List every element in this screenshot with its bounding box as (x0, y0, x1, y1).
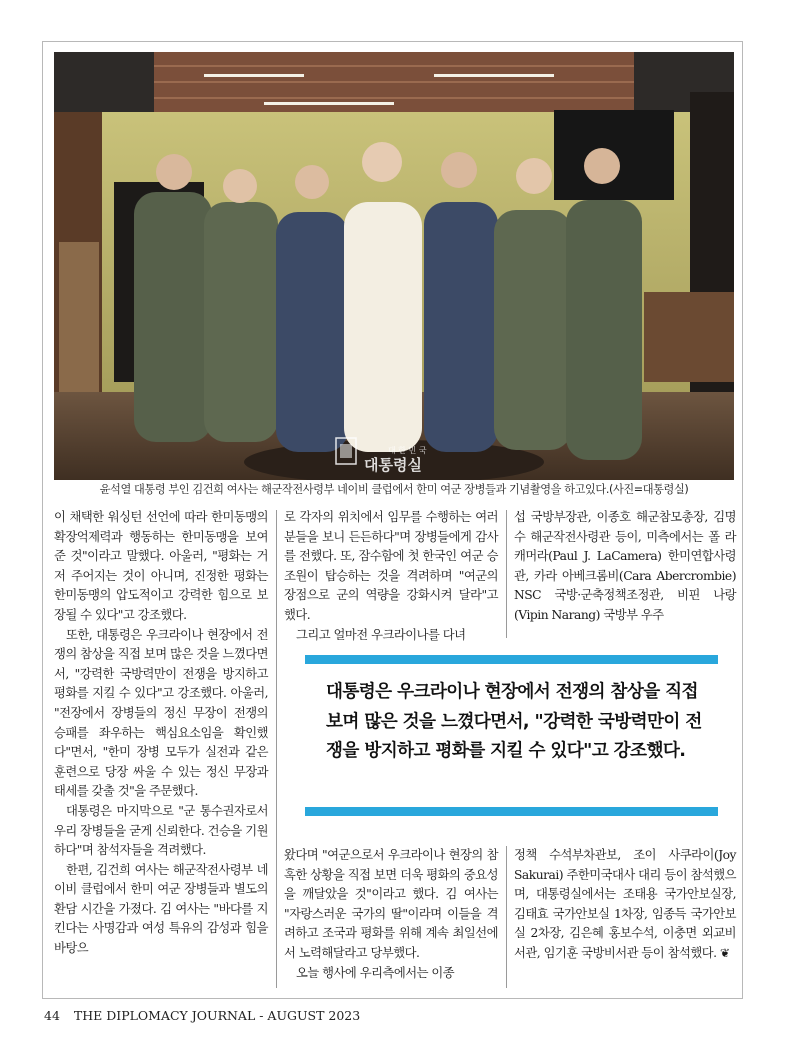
watermark-main-text: 대통령실 (364, 456, 422, 474)
article-column-3-bottom (514, 846, 736, 964)
paragraph: 이 채택한 워싱턴 선언에 따라 한미동맹의 확장억제력과 행동하는 한미동맹을 보여준 것"이라고 말했다. 아울러, "평화는 거저 주어지는 것이 아니며, 진정한 평화는 한미동맹의 압도적이고 강력한 힘으로 보장될 수 있다"고 강조했다. (54, 510, 268, 622)
paragraph: 또한, 대통령은 우크라이나 현장에서 전쟁의 참상을 직접 보며 많은 것을 느꼈다면서, "강력한 국방력만이 전쟁을 방지하고 평화를 지킬 수 있다"고 강조했다. 아울러, "전장에서 장병들의 정신 무장이 전쟁의 승패를 좌우하는 핵심요소임을 확인했다"면서, "한미 장병 모두가 실전과 같은 훈련으로 당장 싸울 수 있는 정신 무장과 태세를 갖출 것"을 주문했다. (54, 627, 268, 799)
column-divider (506, 846, 507, 988)
paragraph: 왔다며 "여군으로서 우크라이나 현장의 참혹한 상황을 직접 보면 더욱 평화의 중요성을 깨달았을 것"이라고 했다. 김 여사는 "자랑스러운 국가의 딸"이라며 이들을 격려하고 조국과 평화를 위해 계속 최일선에서 노력해달라고 당부했다. (284, 848, 498, 960)
paragraph: 오늘 행사에 우리측에서는 이종 (296, 965, 455, 980)
paragraph: 대통령은 마지막으로 "군 통수권자로서 우리 장병들을 굳게 신뢰한다. 건승을 기원하다"며 참석자들을 격려했다. (54, 803, 268, 858)
paragraph-text: 정책 수석부차관보, 조이 사쿠라이(Joy Sakurai) 주한미국대사 대리 등이 참석했으며, 대통령실에서는 조태용 국가안보실장, 김태효 국가안보실 1차장, 임종득 국가안보실 2차장, 김은혜 홍보수석, 이충면 외교비서관, 임기훈 국방비서관 등이 참석했다. (514, 848, 737, 960)
paragraph: 그리고 얼마전 우크라이나를 다녀 (296, 627, 466, 642)
article-column-2-bottom (284, 846, 498, 983)
paragraph: 한편, 김건희 여사는 해군작전사령부 네이비 클럽에서 한미 여군 장병들과 별도의 환담 시간을 가졌다. 김 여사는 "바다를 지킨다는 사명감과 여성 특유의 감성과 힘을 바탕으 (54, 862, 268, 956)
watermark-top-text: 대 한 민 국 (388, 446, 427, 455)
pull-quote-top-bar (305, 655, 718, 664)
publication-name: THE DIPLOMACY JOURNAL - AUGUST 2023 (73, 1008, 361, 1023)
photo-caption: 윤석열 대통령 부인 김건희 여사는 해군작전사령부 네이비 클럽에서 한미 여군 장병들과 기념촬영을 하고있다.(사진=대통령실) (99, 483, 689, 496)
page-number: 44 (44, 1008, 60, 1023)
page-footer (44, 1008, 360, 1023)
column-divider (506, 510, 507, 638)
pull-quote-bottom-bar (305, 807, 718, 816)
group-photo (54, 52, 734, 480)
paragraph: 로 각자의 위치에서 임무를 수행하는 여러분들을 보니 든든하다"며 장병들에게 감사를 전했다. 또, 잠수함에 첫 한국인 여군 승조원이 탑승하는 것을 격려하며 "여군의 장점으로 군의 역량을 강화시켜 달라"고 했다. (284, 510, 498, 622)
article-column-1 (54, 508, 268, 959)
eagle-end-icon: ❦ (719, 945, 730, 960)
paragraph (514, 846, 736, 964)
article-column-2-top (284, 508, 498, 645)
column-divider (276, 510, 277, 988)
article-column-3-top (514, 508, 736, 626)
paragraph: 섭 국방부장관, 이종호 해군참모총장, 김명수 해군작전사령관 등이, 미측에서는 폴 라캐머라(Paul J. LaCamera) 한미연합사령관, 카라 아베크롬비(Cara Abercrombie) NSC 국방·군축정책조정관, 비핀 나랑(Vipin Narang) 국방부 우주 (514, 510, 736, 622)
pull-quote: 대통령은 우크라이나 현장에서 전쟁의 참상을 직접 보며 많은 것을 느꼈다면서, "강력한 국방력만이 전쟁을 방지하고 평화를 지킬 수 있다"고 강조했다. (326, 682, 702, 761)
